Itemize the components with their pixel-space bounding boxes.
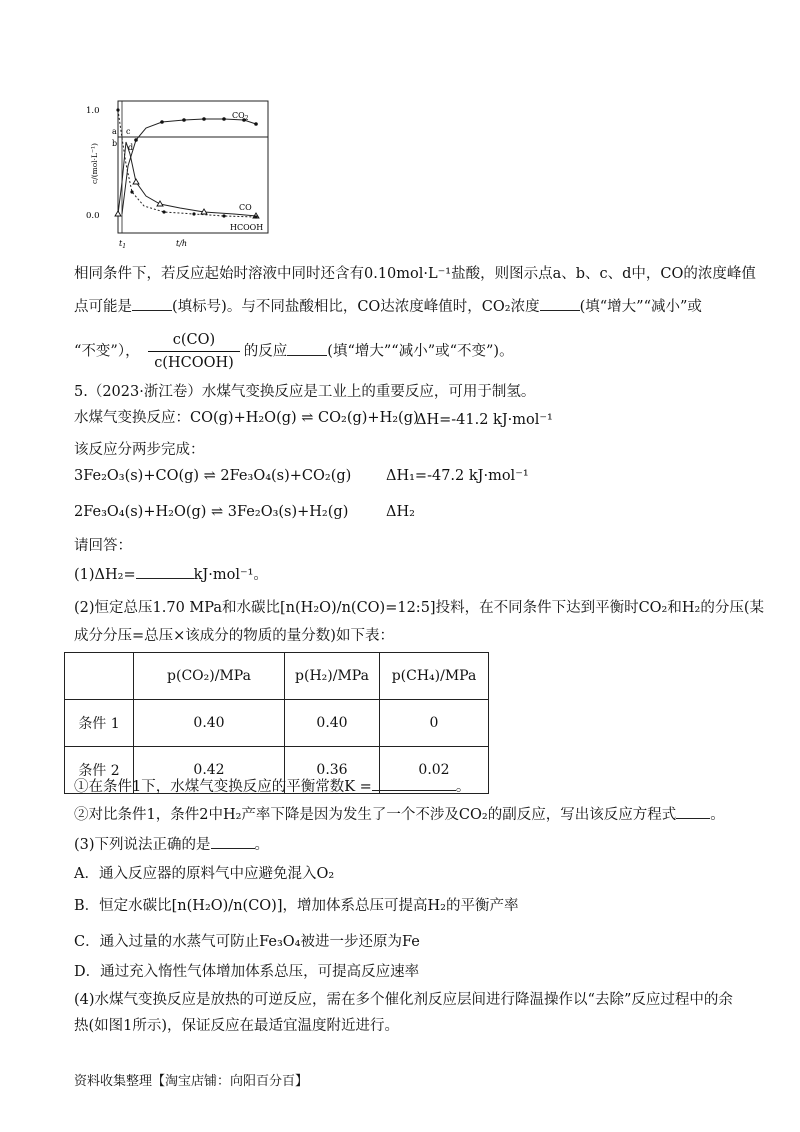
sub-question-2-line-2: 成分分压=总压×该成分的物质的量分数)如下表： [74,628,394,644]
t1-label: $t_1$ [119,239,127,250]
sub-question-4-line-2: 热(如图1所示)，保证反应在最适宜温度附近进行。 [74,1018,400,1034]
sub-question-2-line-1: (2)恒定总压1.70 MPa和水碳比[n(H₂O)/n(CO)=12:5]投料，在不同条件下达到平衡时CO₂和H₂的分压(某 [74,600,764,616]
paragraph-line-2: 点可能是 (填标号)。与不同盐酸相比，CO达浓度峰值时，CO₂浓度 (填“增大”“减小”或 [74,296,702,317]
table-header-cell: p(CH₄)/MPa [380,653,489,700]
sub-question-1: (1)ΔH₂= kJ·mol⁻¹。 [74,564,268,585]
partial-pressure-table [64,652,489,794]
sub-question-2-1: ①在条件1下，水煤气变换反应的平衡常数K = 。 [74,776,470,797]
ratio-fraction: $\frac{c(CO)}{\text{c(HCOOH)}}$ [148,330,240,373]
table-header-cell: p(H₂)/MPa [285,653,380,700]
answer-blank-k[interactable] [372,776,456,791]
co2-points [134,117,258,142]
paragraph-line-3: “不变”）， $\frac{c(CO)}{\text{c(HCOOH)}}$ 的反应 (填“增大”“减小”或“不变”)。 [74,332,514,371]
step-1-equation: 3Fe₂O₃(s)+CO(g) ⇌ 2Fe₃O₄(s)+CO₂(g) [74,468,352,484]
co2-curve [122,119,256,214]
option-c: C．通入过量的水蒸气可防止Fe₃O₄被进一步还原为Fe [74,934,420,950]
sub-question-2-2: ②对比条件1，条件2中H₂产率下降是因为发生了一个不涉及CO₂的副反应，写出该反应方程式 。 [74,804,725,825]
answer-blank-ratio[interactable] [287,341,327,356]
sub-question-4-line-1: (4)水煤气变换反应是放热的可逆反应，需在多个催化剂反应层间进行降温操作以“去除”反应过程中的余 [74,992,733,1008]
co2-curve-label: $CO_2$ [232,111,249,122]
table-cell: 0.02 [380,747,489,794]
paragraph-line-1: 相同条件下，若反应起始时溶液中同时还含有0.10mol·L⁻¹盐酸，则图示点a、b、c、d中，CO的浓度峰值 [74,266,756,282]
answer-blank-q3[interactable] [211,834,255,849]
answer-blank-side-reaction[interactable] [676,804,710,819]
table-header-cell [65,653,134,700]
point-a-label: a [112,127,117,136]
option-d: D．通过充入惰性气体增加体系总压，可提高反应速率 [74,964,420,980]
option-b: B．恒定水碳比[n(H₂O)/n(CO)]，增加体系总压可提高H₂的平衡产率 [74,898,519,914]
y-tick-bottom: 0.0 [86,211,100,221]
y-tick-top: 1.0 [86,106,100,116]
answer-blank-dh2[interactable] [136,564,194,579]
table-header-row [65,653,489,700]
footer-source: 资料收集整理【淘宝店铺：向阳百分百】 [74,1074,309,1089]
hcooh-curve [118,110,256,217]
table-cell: 0 [380,700,489,747]
x-axis-label: t/h [176,239,188,248]
table-cell: 条件 2 [65,747,134,794]
table-cell: 0.40 [285,700,380,747]
table-cell: 0.42 [134,747,285,794]
concentration-time-figure [84,96,274,256]
y-axis-label: c/(mol·L⁻¹) [90,143,99,184]
co-points [115,179,259,218]
table-cell: 0.40 [134,700,285,747]
point-c-label: c [126,127,131,136]
please-answer-text: 请回答： [74,538,132,554]
table-header-cell: p(CO₂)/MPa [134,653,285,700]
table-cell: 条件 1 [65,700,134,747]
point-d-label: d [128,143,134,152]
hcooh-points [116,108,257,218]
table-row [65,700,489,747]
table-cell: 0.36 [285,747,380,794]
point-b-label: b [112,139,118,148]
step-2-enthalpy: ΔH₂ [386,504,415,520]
co-curve [118,142,256,216]
reaction-enthalpy: ΔH=-41.2 kJ·mol⁻¹ [416,412,553,428]
question-5-title: 5.（2023·浙江卷）水煤气变换反应是工业上的重要反应，可用于制氢。 [74,384,536,400]
answer-blank-peak[interactable] [132,296,172,311]
step-1-enthalpy: ΔH₁=-47.2 kJ·mol⁻¹ [386,468,529,484]
two-steps-text: 该反应分两步完成： [74,442,205,458]
option-a: A．通入反应器的原料气中应避免混入O₂ [74,866,335,882]
reaction-equation: 水煤气变换反应：CO(g)+H₂O(g) ⇌ CO₂(g)+H₂(g) [74,410,419,426]
hcooh-curve-label: HCOOH [230,223,264,232]
answer-blank-co2[interactable] [540,296,580,311]
step-2-equation: 2Fe₃O₄(s)+H₂O(g) ⇌ 3Fe₂O₃(s)+H₂(g) [74,504,349,520]
co-curve-label: CO [239,203,252,212]
sub-question-3: (3)下列说法正确的是 。 [74,834,269,855]
